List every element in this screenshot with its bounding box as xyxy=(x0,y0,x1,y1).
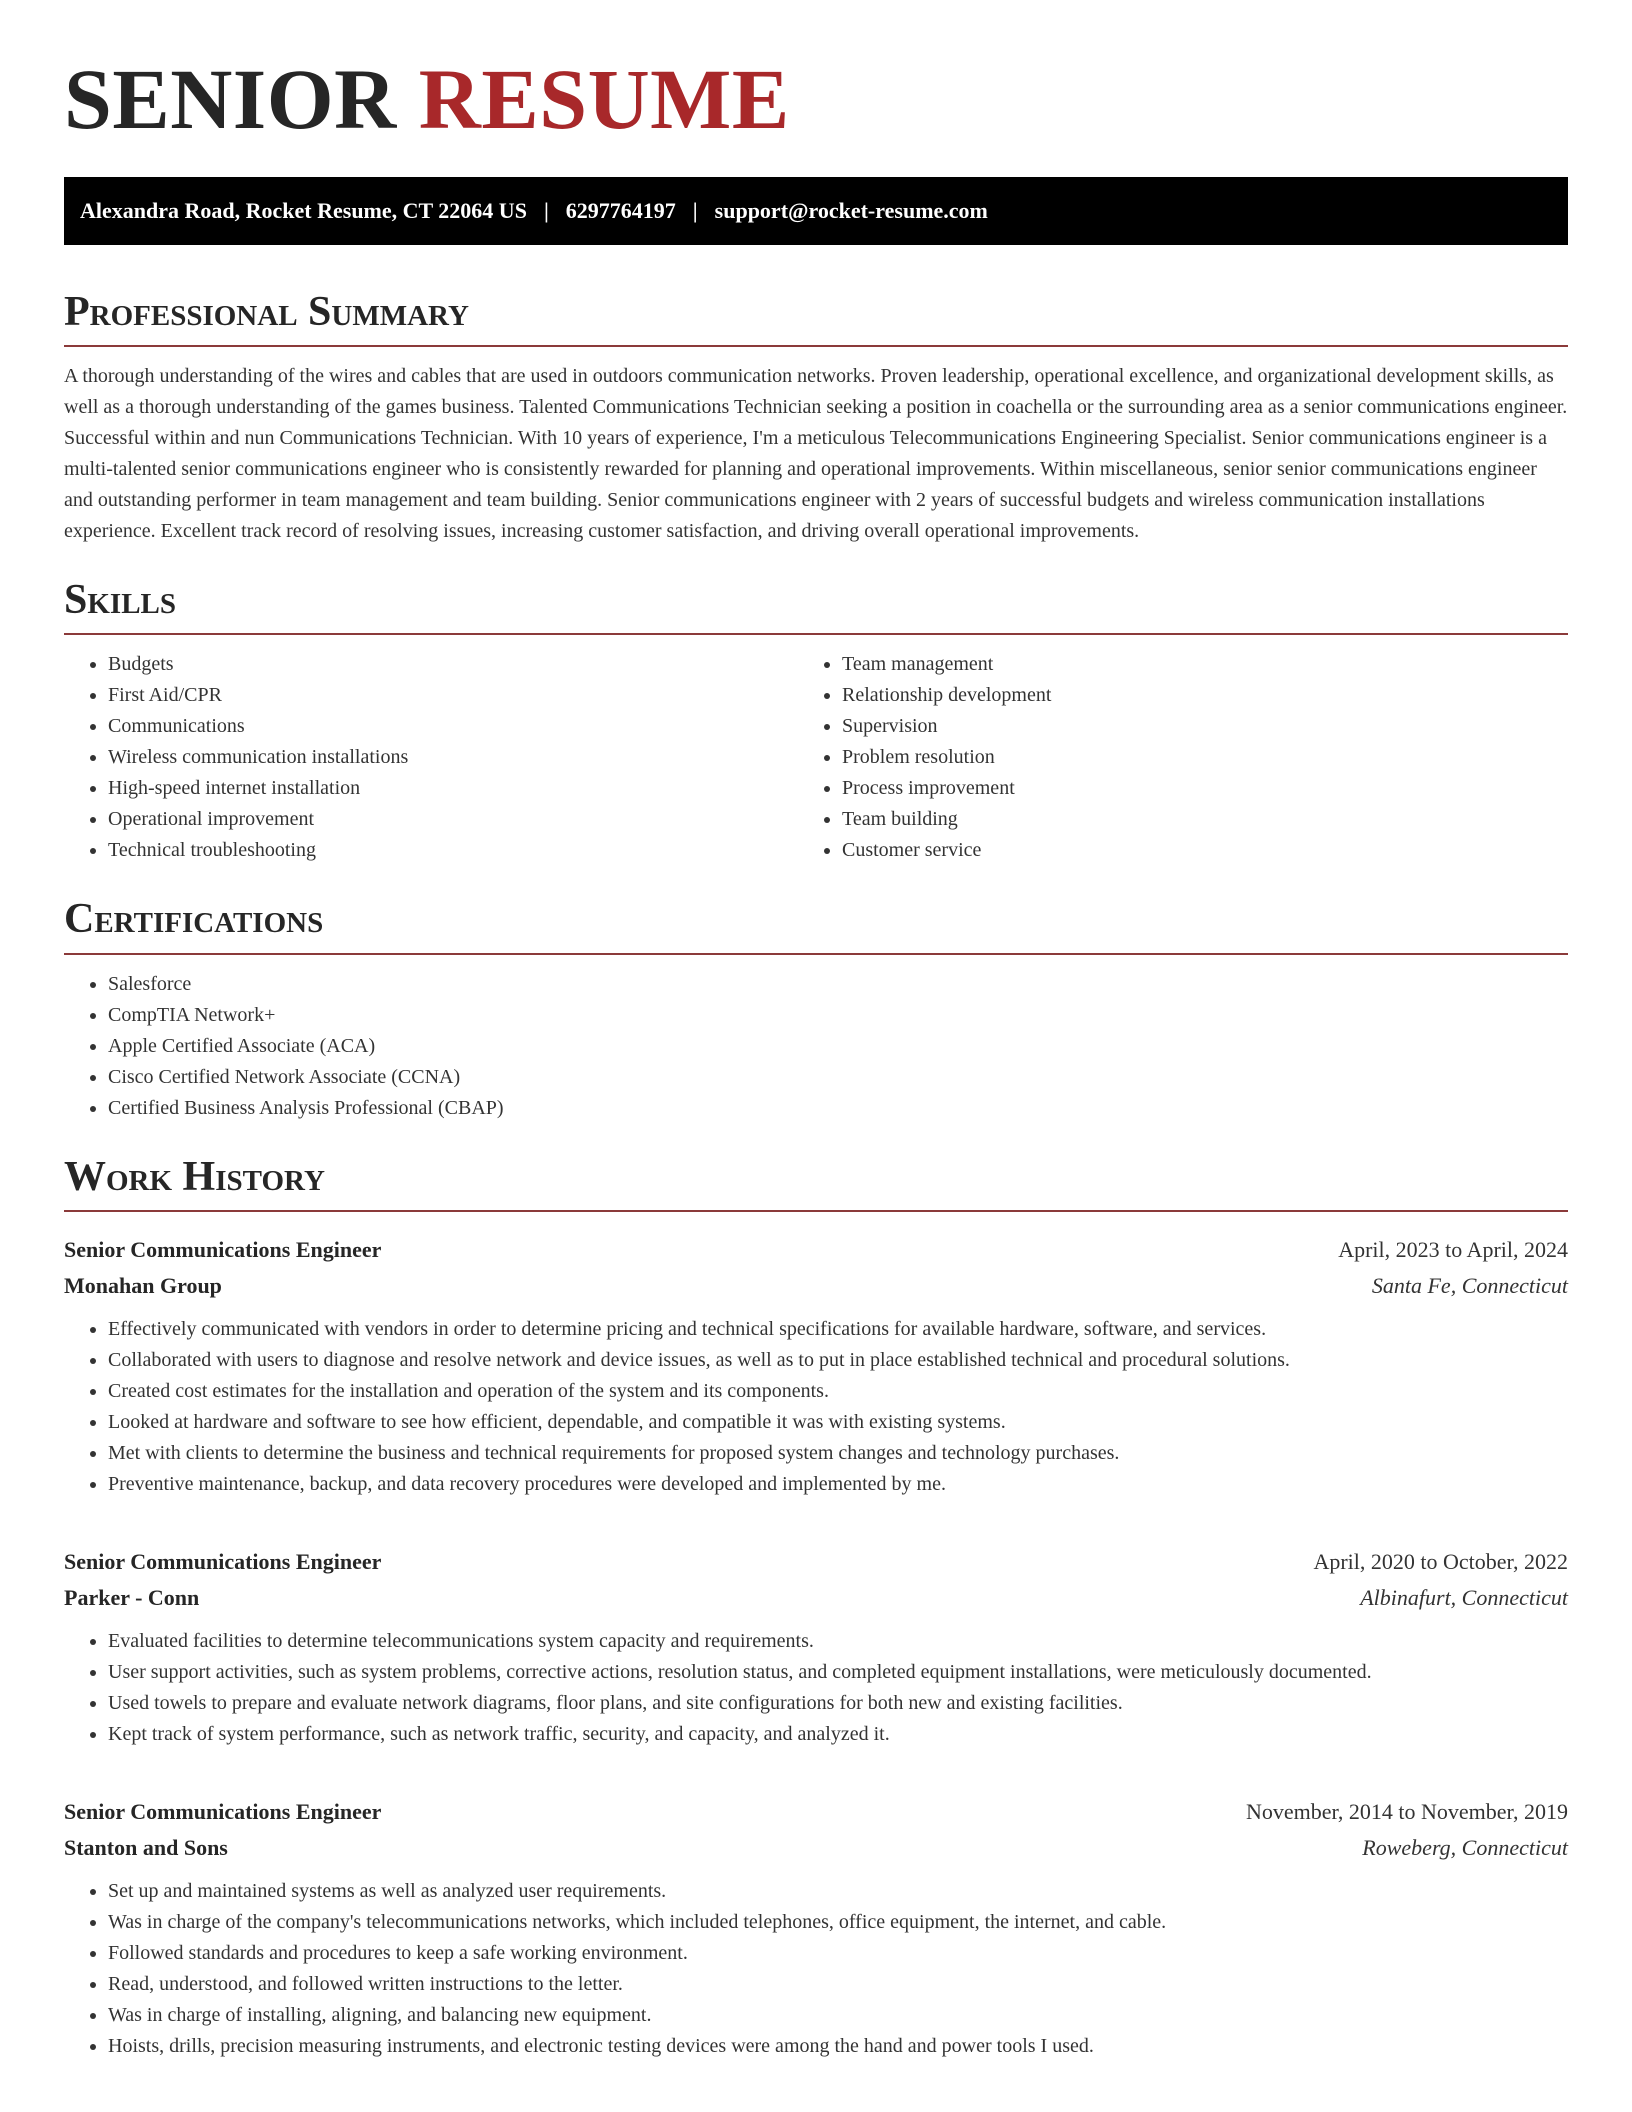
job-duty-item: • Set up and maintained systems as well as analyzed user requirements. xyxy=(108,1876,1568,1907)
certifications-list xyxy=(64,969,1568,1124)
job-duty-item: • Collaborated with users to diagnose and resolve network and device issues, as well as to put in place established technical and procedural solutions. xyxy=(108,1345,1568,1376)
skills-heading: Skills xyxy=(64,577,1568,635)
job-company-row xyxy=(64,1830,1568,1866)
job-duty-item: • Evaluated facilities to determine telecommunications system capacity and requirements. xyxy=(108,1626,1568,1657)
job-header-row xyxy=(64,1232,1568,1268)
job-company: Stanton and Sons xyxy=(64,1834,228,1860)
job-duty-item: • Read, understood, and followed written instructions to the letter. xyxy=(108,1969,1568,2000)
contact-email: support@rocket-resume.com xyxy=(714,198,988,223)
job-duties-list xyxy=(64,1626,1568,1750)
job-header-row xyxy=(64,1794,1568,1830)
job-dates: April, 2023 to April, 2024 xyxy=(1338,1236,1568,1262)
job-duties-list xyxy=(64,1314,1568,1500)
job-duty-item: • Was in charge of installing, aligning, and balancing new equipment. xyxy=(108,2000,1568,2031)
job-duty-item: • Was in charge of the company's telecommunications networks, which included telephones, office equipment, the internet, and cable. xyxy=(108,1907,1568,1938)
job-duty-item: • Followed standards and procedures to keep a safe working environment. xyxy=(108,1938,1568,1969)
job-dates: November, 2014 to November, 2019 xyxy=(1245,1798,1568,1824)
summary-text: A thorough understanding of the wires and cables that are used in outdoors communication networks. Proven leadership, operational excellence, and organizational development skills, as well as a thorough understanding of the games business. Talented Communications Technician seeking a position in coachella or the surrounding area as a senior communications engineer. Successful within and nun Communications Technician. With 10 years of experience, I'm a meticulous Telecommunications Engineering Specialist. Senior communications engineer is a multi-talented senior communications engineer who is consistently rewarded for planning and operational improvements. Within miscellaneous, senior senior communications engineer and outstanding performer in team management and team building. Senior communications engineer with 2 years of successful budgets and wireless communication installations experience. Excellent track record of resolving issues, increasing customer satisfaction, and driving overall operational improvements. xyxy=(64,365,1568,543)
name-first: SENIOR xyxy=(64,51,397,147)
skill-item: • Technical troubleshooting xyxy=(108,835,816,866)
job-duty-item: • Created cost estimates for the installation and operation of the system and its components. xyxy=(108,1376,1568,1407)
certification-item: • Apple Certified Associate (ACA) xyxy=(108,1031,1568,1062)
certification-item: • CompTIA Network+ xyxy=(108,1000,1568,1031)
skill-item: • Wireless communication installations xyxy=(108,742,816,773)
job-duty-item: • Used towels to prepare and evaluate network diagrams, floor plans, and site configurations for both new and existing facilities. xyxy=(108,1688,1568,1719)
job-title: Senior Communications Engineer xyxy=(64,1798,382,1824)
skill-item: • Supervision xyxy=(842,711,1550,742)
skill-item: • Customer service xyxy=(842,835,1550,866)
summary-heading: Professional Summary xyxy=(64,289,1568,347)
skill-item: • Problem resolution xyxy=(842,742,1550,773)
job-title: Senior Communications Engineer xyxy=(64,1236,382,1262)
work-history-section xyxy=(64,1154,1568,2062)
certification-item: • Salesforce xyxy=(108,969,1568,1000)
certifications-section xyxy=(64,896,1568,1123)
job-entry xyxy=(64,1232,1568,1500)
contact-separator: | xyxy=(543,198,549,223)
certifications-heading: Certifications xyxy=(64,896,1568,954)
name-last: RESUME xyxy=(418,51,790,147)
job-duty-item: • Met with clients to determine the business and technical requirements for proposed system changes and technology purchases. xyxy=(108,1438,1568,1469)
job-location: Roweberg, Connecticut xyxy=(1362,1834,1568,1860)
summary-section xyxy=(64,289,1568,547)
job-entry xyxy=(64,1544,1568,1750)
resume-name xyxy=(64,51,1568,147)
contact-phone: 6297764197 xyxy=(565,198,676,223)
work-history-heading: Work History xyxy=(64,1154,1568,1212)
skill-item: • Budgets xyxy=(108,649,816,680)
skills-section xyxy=(64,577,1568,866)
skills-grid xyxy=(64,635,1568,866)
job-dates: April, 2020 to October, 2022 xyxy=(1313,1548,1568,1574)
skills-list-left xyxy=(64,649,816,866)
job-title: Senior Communications Engineer xyxy=(64,1548,382,1574)
skill-item: • Team management xyxy=(842,649,1550,680)
job-company-row xyxy=(64,1268,1568,1304)
job-header-row xyxy=(64,1544,1568,1580)
skill-item: • Process improvement xyxy=(842,773,1550,804)
certification-item: • Cisco Certified Network Associate (CCNA) xyxy=(108,1062,1568,1093)
job-company: Parker - Conn xyxy=(64,1584,200,1610)
job-duty-item: • Looked at hardware and software to see how efficient, dependable, and compatible it was with existing systems. xyxy=(108,1407,1568,1438)
certification-item: • Certified Business Analysis Professional (CBAP) xyxy=(108,1093,1568,1124)
job-company: Monahan Group xyxy=(64,1272,222,1298)
job-company-row xyxy=(64,1580,1568,1616)
skill-item: • Operational improvement xyxy=(108,804,816,835)
job-duty-item: • Effectively communicated with vendors in order to determine pricing and technical specifications for available hardware, software, and services. xyxy=(108,1314,1568,1345)
contact-address: Alexandra Road, Rocket Resume, CT 22064 US xyxy=(80,198,527,223)
skill-item: • High-speed internet installation xyxy=(108,773,816,804)
contact-separator: | xyxy=(692,198,698,223)
skill-item: • Communications xyxy=(108,711,816,742)
skills-list-right xyxy=(798,649,1550,866)
jobs-container xyxy=(64,1232,1568,2062)
job-duties-list xyxy=(64,1876,1568,2062)
contact-bar xyxy=(64,177,1568,245)
job-location: Albinafurt, Connecticut xyxy=(1360,1584,1568,1610)
job-location: Santa Fe, Connecticut xyxy=(1371,1272,1568,1298)
job-entry xyxy=(64,1794,1568,2062)
job-duty-item: • Preventive maintenance, backup, and data recovery procedures were developed and implemented by me. xyxy=(108,1469,1568,1500)
skill-item: • Team building xyxy=(842,804,1550,835)
job-duty-item: • User support activities, such as system problems, corrective actions, resolution status, and completed equipment installations, were meticulously documented. xyxy=(108,1657,1568,1688)
job-duty-item: • Kept track of system performance, such as network traffic, security, and capacity, and analyzed it. xyxy=(108,1719,1568,1750)
skill-item: • First Aid/CPR xyxy=(108,680,816,711)
skill-item: • Relationship development xyxy=(842,680,1550,711)
job-duty-item: • Hoists, drills, precision measuring instruments, and electronic testing devices were among the hand and power tools I used. xyxy=(108,2031,1568,2062)
